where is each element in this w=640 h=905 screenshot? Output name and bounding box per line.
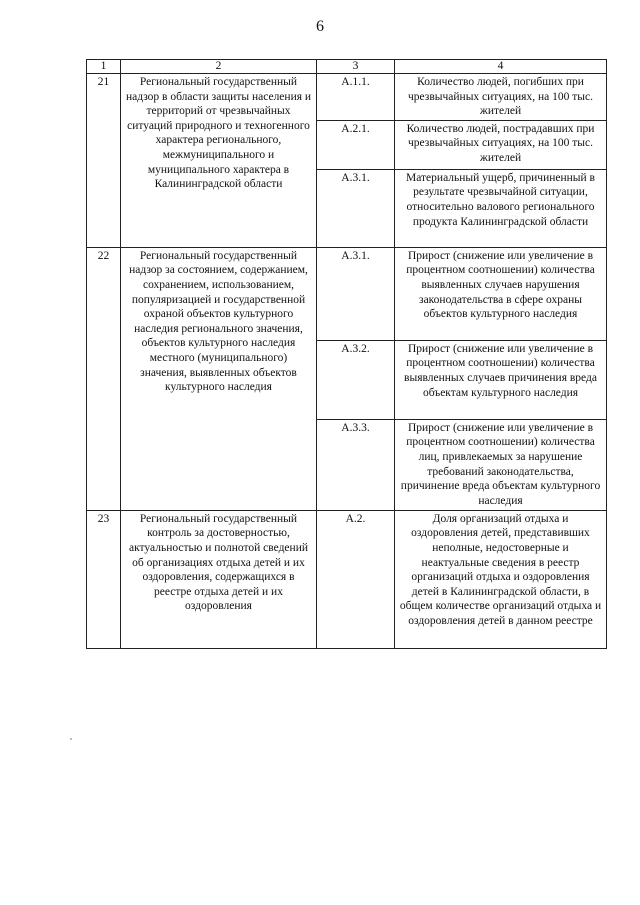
scan-speck [70, 738, 72, 740]
row-number: 23 [87, 510, 121, 648]
indicator-code: А.3.3. [317, 419, 395, 510]
indicator-text: Количество людей, погибших при чрезвычайных ситуациях, на 100 тыс. жителей [395, 74, 607, 121]
header-cell: 3 [317, 60, 395, 74]
control-type-cell: Региональный государственный контроль за достоверностью, актуальностью и полнотой сведений об организациях отдыха детей и их оздоровления, содержащихся в реестре отдыха детей и их оздоровления [121, 510, 317, 648]
indicator-text: Прирост (снижение или увеличение в процентном соотношении) количества лиц, привлекаемых за нарушение требований законодательства, причинение вреда объектам культурного наследия [395, 419, 607, 510]
indicator-code: А.2.1. [317, 120, 395, 169]
table-header-row [87, 60, 607, 74]
indicator-code: А.3.2. [317, 340, 395, 419]
control-type-cell: Региональный государственный надзор в области защиты населения и территорий от чрезвычайных ситуаций природного и техногенного характера регионального, межмуниципального и муниципального характера в Калининградской области [121, 74, 317, 248]
row-number: 21 [87, 74, 121, 248]
indicator-text: Прирост (снижение или увеличение в процентном соотношении) количества выявленных случаев нарушения законодательства в сфере охраны объектов культурного наследия [395, 247, 607, 340]
indicators-table [86, 59, 607, 649]
table-row [87, 247, 607, 340]
header-cell: 2 [121, 60, 317, 74]
page-number: 6 [316, 18, 324, 35]
indicator-text: Доля организаций отдыха и оздоровления детей, представивших неполные, недостоверные и неактуальные сведения в реестр организаций отдыха и оздоровления детей в Калининградской области, в общем количестве организаций отдыха и оздоровления детей в данном реестре [395, 510, 607, 648]
header-cell: 1 [87, 60, 121, 74]
indicator-code: А.2. [317, 510, 395, 648]
indicator-text: Материальный ущерб, причиненный в результате чрезвычайной ситуации, относительно валового регионального продукта Калининградской области [395, 169, 607, 247]
indicator-code: А.3.1. [317, 169, 395, 247]
table-row [87, 510, 607, 648]
indicator-code: А.3.1. [317, 247, 395, 340]
indicator-text: Прирост (снижение или увеличение в процентном соотношении) количества выявленных случаев причинения вреда объектам культурного наследия [395, 340, 607, 419]
row-number: 22 [87, 247, 121, 510]
control-type-cell: Региональный государственный надзор за состоянием, содержанием, сохранением, использованием, популяризацией и государственной охраной объектов культурного наследия регионального значения, объектов культурного наследия местного (муниципального) значения, выявленных объектов культурного наследия [121, 247, 317, 510]
indicator-text: Количество людей, пострадавших при чрезвычайных ситуациях, на 100 тыс. жителей [395, 120, 607, 169]
header-cell: 4 [395, 60, 607, 74]
indicator-code: А.1.1. [317, 74, 395, 121]
table-row [87, 74, 607, 121]
